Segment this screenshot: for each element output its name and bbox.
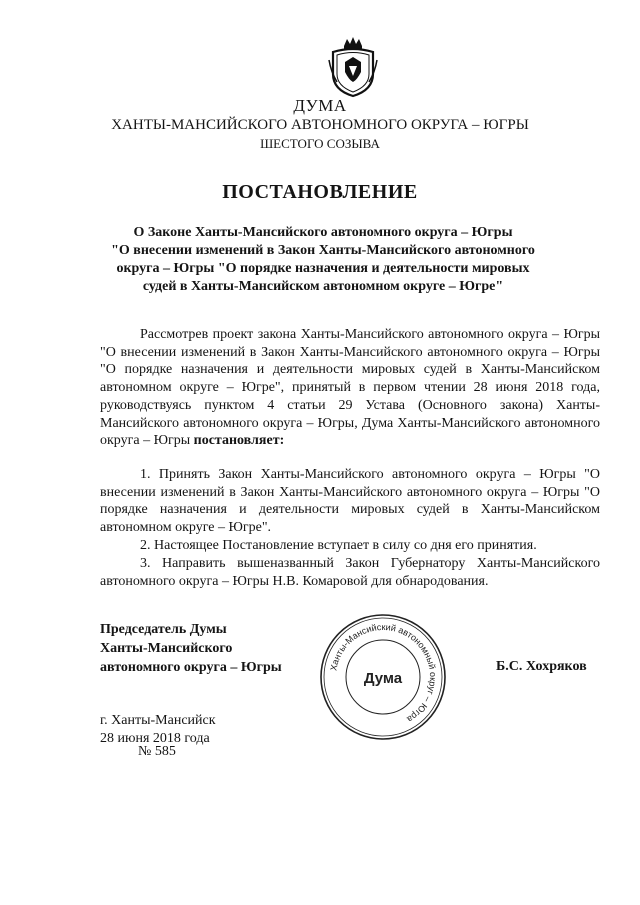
document-date: 28 июня 2018 года — [100, 731, 210, 746]
subject-line: "О внесении изменений в Закон Ханты-Мансийского автономного — [111, 243, 535, 258]
coat-of-arms-icon — [327, 36, 379, 98]
place-date-block — [100, 712, 216, 748]
convocation-title: ШЕСТОГО СОЗЫВА — [260, 136, 380, 151]
city: г. Ханты-Мансийск — [100, 713, 216, 728]
organization-title: ДУМА — [293, 96, 347, 115]
subject-line: О Законе Ханты-Мансийского автономного округа – Югры — [133, 225, 513, 240]
preamble-paragraph — [100, 326, 600, 450]
document-subject — [100, 224, 546, 296]
resolution-item-2: 2. Настоящее Постановление вступает в силу со дня его принятия. — [140, 538, 537, 553]
document-number: № 585 — [138, 744, 176, 759]
resolution-item-1: 1. Принять Закон Ханты-Мансийского автономного округа – Югры "О внесении изменений в Закон Ханты-Мансийского автономного округа – Югры "О порядке назначения и деятельности мировых судей в Ханты-Мансийском автономном округе – Югре". — [100, 467, 600, 536]
resolution-item-3: 3. Направить вышеназванный Закон Губернатору Ханты-Мансийского автономного округа – Югры Н.В. Комаровой для обнародования. — [100, 556, 600, 589]
preamble-text: Рассмотрев проект закона Ханты-Мансийского автономного округа – Югры "О внесении изменений в Закон Ханты-Мансийского автономного округа – Югры "О порядке назначения и деятельности мировых судей в Ханты-Мансийском автономном округе – Югре", принятый в первом чтении 28 июня 2018 года, руководствуясь пунктом 4 статьи 29 Устава (Основного закона) Ханты-Мансийского автономного округа – Югры, Дума Ханты-Мансийского автономного округа – Югры — [100, 327, 600, 449]
signatory-role-line: Ханты-Мансийского — [100, 641, 233, 656]
official-seal-stamp — [318, 612, 448, 742]
region-title: ХАНТЫ-МАНСИЙСКОГО АВТОНОМНОГО ОКРУГА – ЮГРЫ — [111, 117, 529, 133]
subject-line: судей в Ханты-Мансийском автономном округе – Югре" — [142, 279, 504, 294]
subject-line: округа – Югры "О порядке назначения и деятельности мировых — [116, 261, 530, 276]
seal-ring-text: Ханты-Мансийский автономный округ – Югра — [328, 621, 439, 725]
resolves-word: постановляет: — [193, 433, 285, 449]
seal-center-text: Дума — [363, 670, 403, 687]
signatory-name: Б.С. Хохряков — [496, 659, 587, 674]
signatory-role-line: Председатель Думы — [100, 622, 227, 637]
document-type-title: ПОСТАНОВЛЕНИЕ — [222, 181, 418, 203]
signatory-role — [100, 620, 300, 677]
signatory-role-line: автономного округа – Югры — [100, 660, 282, 675]
